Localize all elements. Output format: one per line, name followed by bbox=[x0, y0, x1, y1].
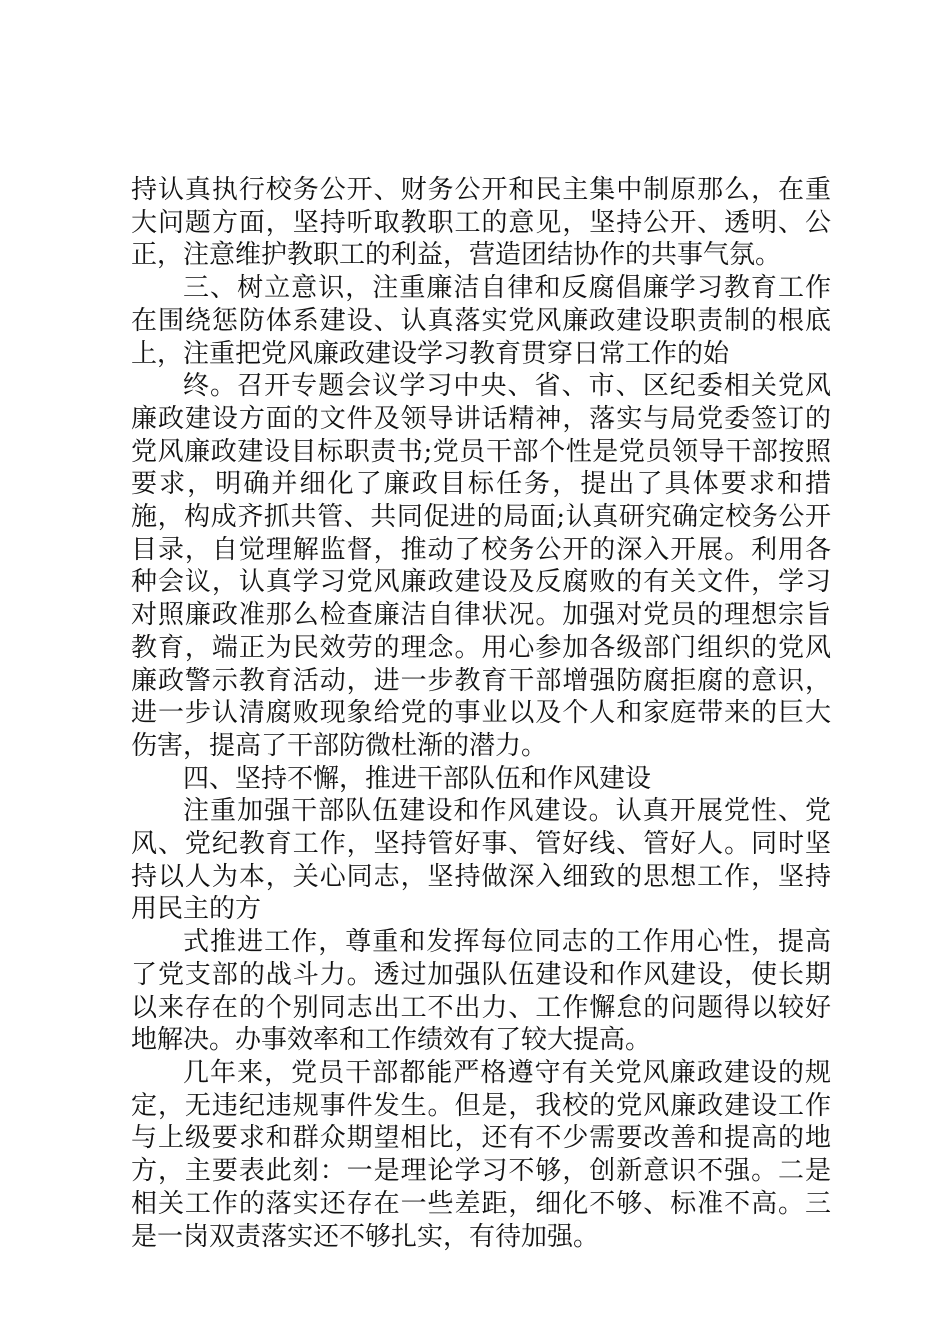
paragraph-section-three-heading: 三、树立意识，注重廉洁自律和反腐倡廉学习教育工作在围绕惩防体系建设、认真落实党风廉政建设职责制的根底上，注重把党风廉政建设学习教育贯穿日常工作的始 bbox=[131, 273, 831, 369]
paragraph-section-four-body: 注重加强干部队伍建设和作风建设。认真开展党性、党风、党纪教育工作，坚持管好事、管好线、管好人。同时坚持以人为本，关心同志，坚持做深入细致的思想工作，坚持用民主的方 bbox=[131, 796, 831, 925]
paragraph-section-four-body-continued: 式推进工作，尊重和发挥每位同志的工作用心性，提高了党支部的战斗力。透过加强队伍建设和作风建设，使长期以来存在的个别同志出工不出力、工作懈怠的问题得以较好地解决。办事效率和工作绩效有了较大提高。 bbox=[131, 927, 831, 1056]
paragraph-section-three-body: 终。召开专题会议学习中央、省、市、区纪委相关党风廉政建设方面的文件及领导讲话精神，落实与局党委签订的党风廉政建设目标职责书;党员干部个性是党员领导干部按照要求，明确并细化了廉政目标任务，提出了具体要求和措施，构成齐抓共管、共同促进的局面;认真研究确定校务公开目录，自觉理解监督，推动了校务公开的深入开展。利用各种会议，认真学习党风廉政建设及反腐败的有关文件，学习对照廉政准那么检查廉洁自律状况。加强对党员的理想宗旨教育，端正为民效劳的理念。用心参加各级部门组织的党风廉政警示教育活动，进一步教育干部增强防腐拒腐的意识，进一步认清腐败现象给党的事业以及个人和家庭带来的巨大伤害，提高了干部防微杜渐的潜力。 bbox=[131, 371, 831, 761]
paragraph-continuation: 持认真执行校务公开、财务公开和民主集中制原那么，在重大问题方面，坚持听取教职工的意见，坚持公开、透明、公正，注意维护教职工的利益，营造团结协作的共事气氛。 bbox=[131, 175, 831, 271]
paragraph-section-four-heading: 四、坚持不懈，推进干部队伍和作风建设 bbox=[183, 763, 652, 794]
document-body bbox=[131, 174, 831, 1253]
paragraph-summary: 几年来，党员干部都能严格遵守有关党风廉政建设的规定，无违纪违规事件发生。但是，我校的党风廉政建设工作与上级要求和群众期望相比，还有不少需要改善和提高的地方，主要表此刻：一是理论学习不够，创新意识不强。二是相关工作的落实还存在一些差距，细化不够、标准不高。三是一岗双责落实还不够扎实，有待加强。 bbox=[131, 1057, 831, 1252]
